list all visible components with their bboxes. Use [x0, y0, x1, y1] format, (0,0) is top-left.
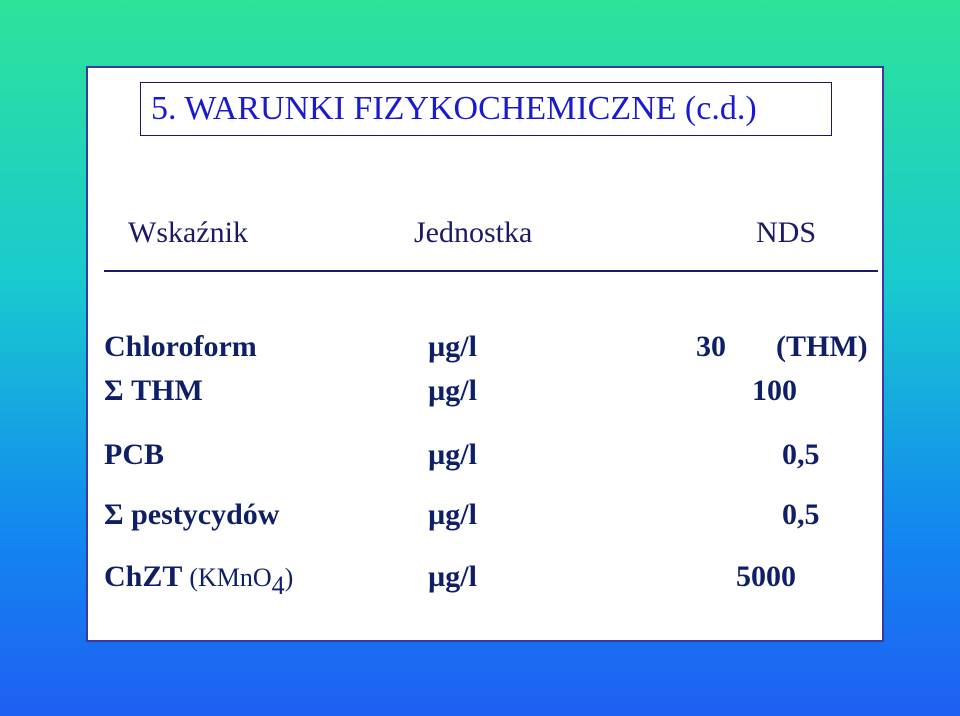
- row-chzt-indicator: [104, 560, 294, 600]
- row-chloroform-note: (THM): [776, 330, 868, 363]
- row-chzt-paren-close: ): [284, 563, 294, 592]
- header-indicator: Wskaźnik: [128, 216, 248, 249]
- title-box: [140, 82, 832, 136]
- row-chzt-value: 5000: [736, 560, 796, 593]
- header-unit: Jednostka: [414, 216, 533, 249]
- row-thm-unit: µg/l: [428, 374, 477, 407]
- row-chloroform-unit: µg/l: [428, 330, 477, 363]
- slide: [86, 66, 884, 642]
- row-chzt-paren-open: (KMnO: [189, 563, 272, 592]
- row-chzt-subscript: 4: [271, 571, 285, 600]
- row-pesticides-unit: µg/l: [428, 498, 477, 531]
- row-chzt-unit: µg/l: [428, 560, 477, 593]
- row-thm-value: 100: [752, 374, 797, 407]
- row-pesticides-indicator: Σ pestycydów: [104, 498, 280, 531]
- row-chzt-main: ChZT: [104, 560, 182, 593]
- row-pcb-unit: µg/l: [428, 438, 477, 471]
- row-chloroform-value: 30: [696, 330, 726, 363]
- row-pcb-indicator: PCB: [104, 438, 164, 471]
- header-nds: NDS: [756, 216, 817, 249]
- row-pcb-value: 0,5: [782, 438, 820, 471]
- row-thm-indicator: Σ THM: [104, 374, 203, 407]
- header-rule: [104, 270, 878, 272]
- row-pesticides-value: 0,5: [782, 498, 820, 531]
- row-chloroform-indicator: Chloroform: [104, 330, 257, 363]
- slide-title: 5. WARUNKI FIZYKOCHEMICZNE (c.d.): [151, 90, 757, 127]
